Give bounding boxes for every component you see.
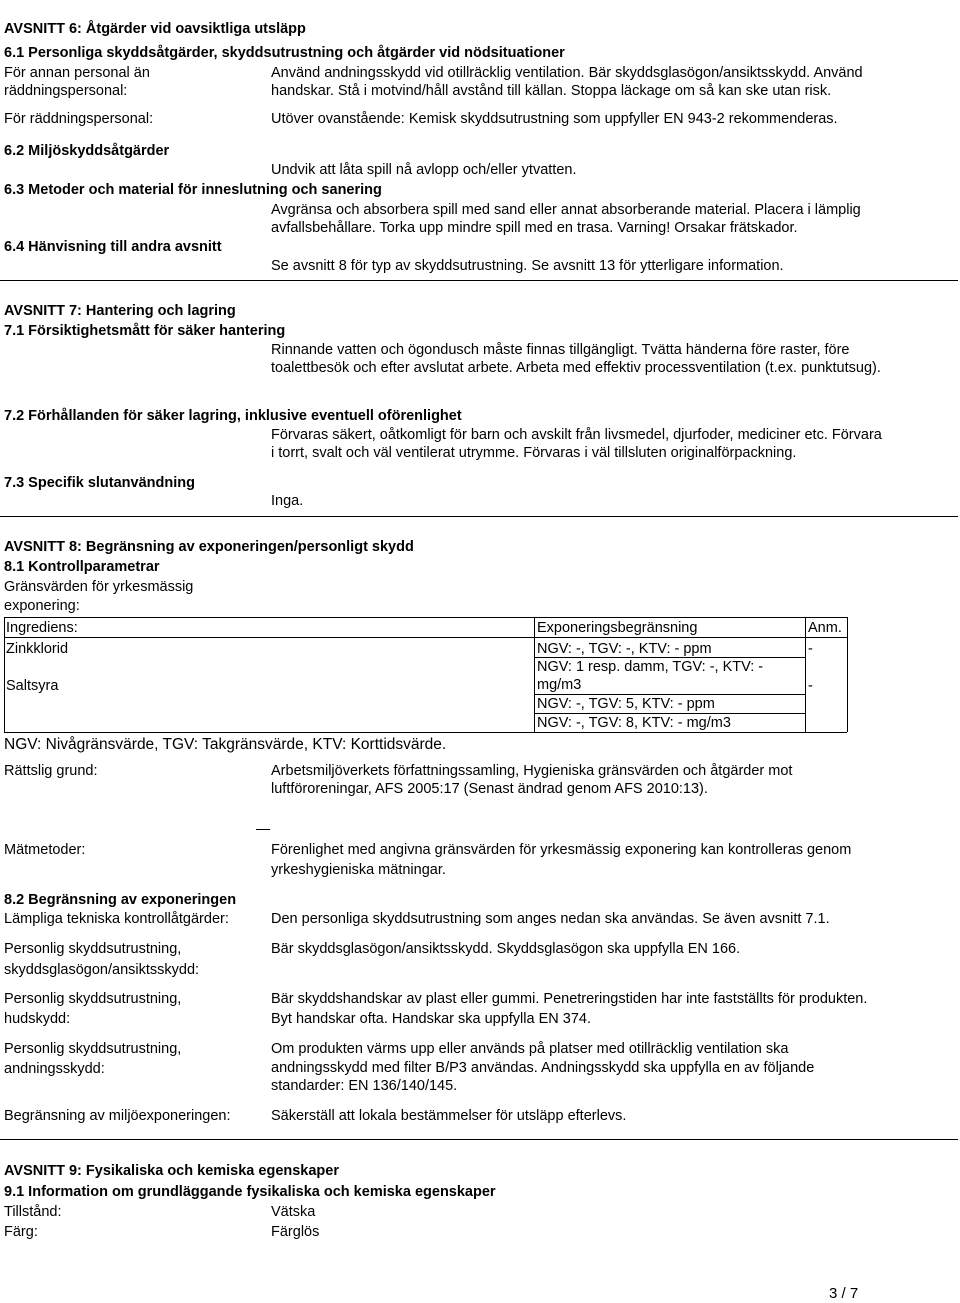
- environmental-exposure-text: Säkerställ att lokala bestämmelser för utsläpp efterlevs.: [271, 1108, 627, 1124]
- table-header-ingredient: Ingrediens:: [6, 620, 78, 636]
- methods-text-2: yrkeshygieniska mätningar.: [271, 862, 446, 878]
- section-divider: [0, 280, 958, 281]
- table-border-header: [4, 637, 847, 638]
- technical-controls-label: Lämpliga tekniska kontrollåtgärder:: [4, 911, 229, 927]
- zinkklorid-limit: NGV: -, TGV: -, KTV: - ppm: [537, 641, 712, 657]
- other-personnel-label: För annan personal än: [4, 65, 150, 81]
- other-personnel-text: Använd andningsskydd vid otillräcklig ventilation. Bär skyddsglasögon/ansiktsskydd. Använd: [271, 65, 863, 81]
- saltsyra-limit: NGV: 1 resp. damm, TGV: -, KTV: -: [537, 659, 764, 675]
- methods-text: Förenlighet med angivna gränsvärden för yrkesmässig exponering kan kontrolleras genom: [271, 842, 852, 858]
- section-8-2-heading: 8.2 Begränsning av exponeringen: [4, 892, 237, 908]
- section-6-2-heading: 6.2 Miljöskyddsåtgärder: [4, 143, 170, 159]
- section-6-heading: AVSNITT 6: Åtgärder vid oavsiktliga utsläpp: [4, 21, 306, 37]
- respiratory-protection-label: Personlig skyddsutrustning,: [4, 1041, 182, 1057]
- rescue-personnel-label: För räddningspersonal:: [4, 111, 154, 127]
- section-6-3-text-2: avfallsbehållare. Torka upp mindre spill med en trasa. Varning! Orsakar frätskador.: [271, 220, 798, 236]
- respiratory-protection-label-2: andningsskydd:: [4, 1061, 105, 1077]
- respiratory-protection-text-2: andningsskydd med filter B/P3 användas. Andningsskydd ska uppfylla en av följande: [271, 1060, 815, 1076]
- abbreviation-legend: NGV: Nivågränsvärde, TGV: Takgränsvärde, KTV: Korttidsvärde.: [4, 736, 447, 753]
- section-7-1-text: Rinnande vatten och ögondusch måste finnas tillgängligt. Tvätta händerna före raster, före: [271, 342, 850, 358]
- other-personnel-text-2: handskar. Stå i motvind/håll avstånd till källan. Stoppa läckage om så kan ske utan risk.: [271, 83, 832, 99]
- limits-label: Gränsvärden för yrkesmässig: [4, 579, 194, 595]
- ingredient-zinkklorid: Zinkklorid: [6, 641, 69, 657]
- table-col-divider: [805, 617, 806, 732]
- table-header-limit: Exponeringsbegränsning: [537, 620, 698, 636]
- page-number: 3 / 7: [829, 1285, 859, 1302]
- methods-label: Mätmetoder:: [4, 842, 86, 858]
- table-border-right: [847, 617, 848, 732]
- state-label: Tillstånd:: [4, 1204, 62, 1220]
- section-6-4-text: Se avsnitt 8 för typ av skyddsutrustning. Se avsnitt 13 för ytterligare information.: [271, 258, 784, 274]
- section-8-1-heading: 8.1 Kontrollparametrar: [4, 559, 160, 575]
- eye-protection-label-2: skyddsglasögon/ansiktsskydd:: [4, 962, 200, 978]
- table-border-bottom: [4, 732, 847, 733]
- section-7-1-text-2: toalettbesök och efter avslutat arbete. Arbeta med effektiv processventilation (t.ex. punktutsug).: [271, 360, 881, 376]
- table-header-note: Anm.: [808, 620, 842, 636]
- section-7-1-heading: 7.1 Försiktighetsmått för säker hantering: [4, 323, 286, 339]
- technical-controls-text: Den personliga skyddsutrustning som anges nedan ska användas. Se även avsnitt 7.1.: [271, 911, 830, 927]
- skin-protection-label: Personlig skyddsutrustning,: [4, 991, 182, 1007]
- section-9-heading: AVSNITT 9: Fysikaliska och kemiska egenskaper: [4, 1163, 340, 1179]
- state-value: Vätska: [271, 1204, 316, 1220]
- section-6-3-heading: 6.3 Metoder och material för inneslutning och sanering: [4, 182, 382, 198]
- rescue-personnel-text: Utöver ovanstående: Kemisk skyddsutrustning som uppfyller EN 943-2 rekommenderas.: [271, 111, 838, 127]
- eye-protection-label: Personlig skyddsutrustning,: [4, 941, 182, 957]
- saltsyra-note: -: [808, 678, 813, 694]
- saltsyra-limit-unit: mg/m3: [537, 677, 582, 693]
- legal-basis-text: Arbetsmiljöverkets författningssamling, Hygieniska gränsvärden och åtgärder mot: [271, 763, 793, 779]
- eye-protection-text: Bär skyddsglasögon/ansiktsskydd. Skyddsglasögon ska uppfylla EN 166.: [271, 941, 741, 957]
- zinkklorid-note: -: [808, 641, 813, 657]
- other-personnel-label-2: räddningspersonal:: [4, 83, 128, 99]
- table-border-left: [4, 617, 5, 732]
- field-divider: [256, 829, 270, 830]
- section-7-3-text: Inga.: [271, 493, 304, 509]
- ingredient-saltsyra: Saltsyra: [6, 678, 59, 694]
- section-7-2-text-2: i torrt, svalt och väl ventilerat utrymme. Förvaras i väl tillsluten originalförpackning.: [271, 445, 797, 461]
- section-6-3-text: Avgränsa och absorbera spill med sand eller annat absorberande material. Placera i lämplig: [271, 202, 861, 218]
- limits-label-2: exponering:: [4, 598, 80, 614]
- section-7-3-heading: 7.3 Specifik slutanvändning: [4, 475, 195, 491]
- table-border-top: [4, 617, 847, 618]
- skin-protection-text-2: Byt handskar ofta. Handskar ska uppfylla EN 374.: [271, 1011, 591, 1027]
- section-6-1-heading: 6.1 Personliga skyddsåtgärder, skyddsutrustning och åtgärder vid nödsituationer: [4, 45, 565, 61]
- saltsyra-limit-3: NGV: -, TGV: 8, KTV: - mg/m3: [537, 715, 731, 731]
- section-7-heading: AVSNITT 7: Hantering och lagring: [4, 303, 236, 319]
- skin-protection-text: Bär skyddshandskar av plast eller gummi. Penetreringstiden har inte fastställts för produkten.: [271, 991, 868, 1007]
- section-9-1-heading: 9.1 Information om grundläggande fysikaliska och kemiska egenskaper: [4, 1184, 496, 1200]
- section-7-2-text: Förvaras säkert, oåtkomligt för barn och avskilt från livsmedel, djurfoder, mediciner etc. Förvara: [271, 427, 882, 443]
- color-label: Färg:: [4, 1224, 38, 1240]
- legal-basis-text-2: luftföroreningar, AFS 2005:17 (Senast ändrad genom AFS 2010:13).: [271, 781, 708, 797]
- section-divider: [0, 516, 958, 517]
- respiratory-protection-text-3: standarder: EN 136/140/145.: [271, 1078, 458, 1094]
- section-6-4-heading: 6.4 Hänvisning till andra avsnitt: [4, 239, 222, 255]
- section-8-heading: AVSNITT 8: Begränsning av exponeringen/personligt skydd: [4, 539, 414, 555]
- legal-basis-label: Rättslig grund:: [4, 763, 98, 779]
- environmental-exposure-label: Begränsning av miljöexponeringen:: [4, 1108, 231, 1124]
- color-value: Färglös: [271, 1224, 320, 1240]
- section-6-2-text: Undvik att låta spill nå avlopp och/eller ytvatten.: [271, 162, 577, 178]
- table-col-divider: [534, 617, 535, 732]
- section-7-2-heading: 7.2 Förhållanden för säker lagring, inklusive eventuell oförenlighet: [4, 408, 462, 424]
- skin-protection-label-2: hudskydd:: [4, 1011, 71, 1027]
- respiratory-protection-text: Om produkten värms upp eller används på platser med otillräcklig ventilation ska: [271, 1041, 789, 1057]
- saltsyra-limit-2: NGV: -, TGV: 5, KTV: - ppm: [537, 696, 715, 712]
- section-divider: [0, 1139, 958, 1140]
